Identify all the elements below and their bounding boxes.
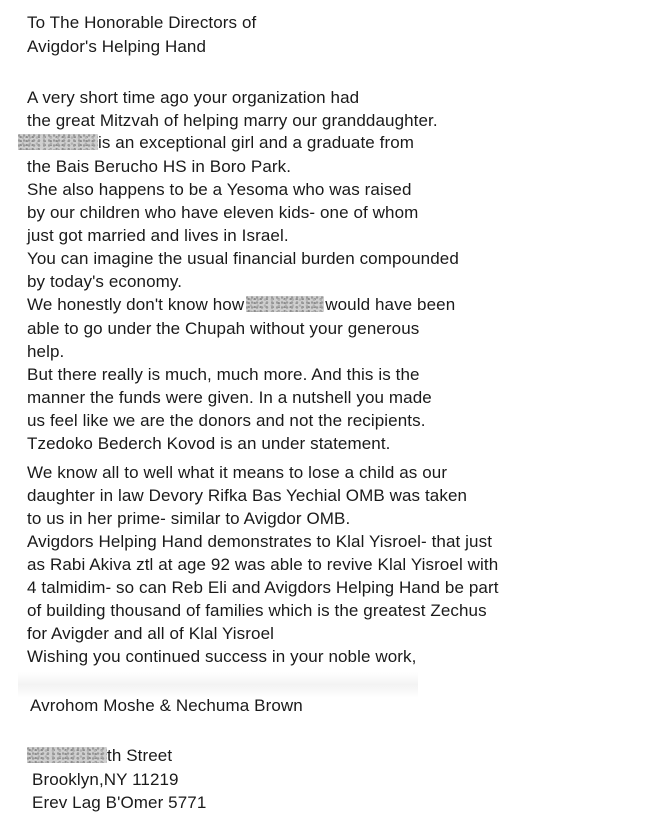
body-line: the Bais Berucho HS in Boro Park. (27, 157, 292, 176)
body-line: help. (27, 342, 65, 361)
body-line: daughter in law Devory Rifka Bas Yechial OMB was taken (27, 486, 468, 505)
address-city: Brooklyn,NY 11219 (32, 770, 179, 789)
letter-date: Erev Lag B'Omer 5771 (32, 793, 207, 812)
address-street (27, 746, 172, 766)
body-line: by today's economy. (27, 272, 183, 291)
redacted-name (246, 296, 324, 312)
salutation-line-2: Avigdor's Helping Hand (27, 37, 207, 56)
body-line: You can imagine the usual financial burden compounded (27, 249, 459, 268)
body-line: Tzedoko Bederch Kovod is an under statement. (27, 434, 391, 453)
salutation-line-1: To The Honorable Directors of (27, 13, 257, 32)
body-line: 4 talmidim- so can Reb Eli and Avigdors Helping Hand be part (27, 578, 499, 597)
body-line: for Avigder and all of Klal Yisroel (27, 624, 274, 643)
body-line: We know all to well what it means to lose a child as our (27, 463, 448, 482)
body-line: manner the funds were given. In a nutshell you made (27, 388, 432, 407)
body-line: Avigdors Helping Hand demonstrates to Klal Yisroel- that just (27, 532, 493, 551)
body-line: the great Mitzvah of helping marry our granddaughter. (27, 111, 438, 130)
body-line (18, 133, 414, 153)
redacted-street-number (27, 747, 107, 763)
body-line: by our children who have eleven kids- one of whom (27, 203, 419, 222)
redacted-name (18, 134, 98, 150)
body-line: us feel like we are the donors and not the recipients. (27, 411, 426, 430)
scan-shadow (18, 672, 418, 698)
body-line: But there really is much, much more. And this is the (27, 365, 420, 384)
body-line-text: We honestly don't know how (27, 295, 245, 314)
address-street-text: th Street (107, 746, 173, 765)
body-line: of building thousand of families which is the greatest Zechus (27, 601, 487, 620)
body-line-text: would have been (325, 295, 456, 314)
signature: Avrohom Moshe & Nechuma Brown (30, 696, 303, 715)
body-line: to us in her prime- similar to Avigdor OMB. (27, 509, 351, 528)
body-line-text: is an exceptional girl and a graduate from (98, 133, 415, 152)
closing-line: Wishing you continued success in your noble work, (27, 647, 417, 666)
body-line: just got married and lives in Israel. (27, 226, 289, 245)
body-line (27, 295, 455, 315)
body-line: as Rabi Akiva ztl at age 92 was able to revive Klal Yisroel with (27, 555, 499, 574)
body-line: able to go under the Chupah without your generous (27, 319, 420, 338)
body-line: She also happens to be a Yesoma who was raised (27, 180, 412, 199)
body-line: A very short time ago your organization had (27, 88, 360, 107)
